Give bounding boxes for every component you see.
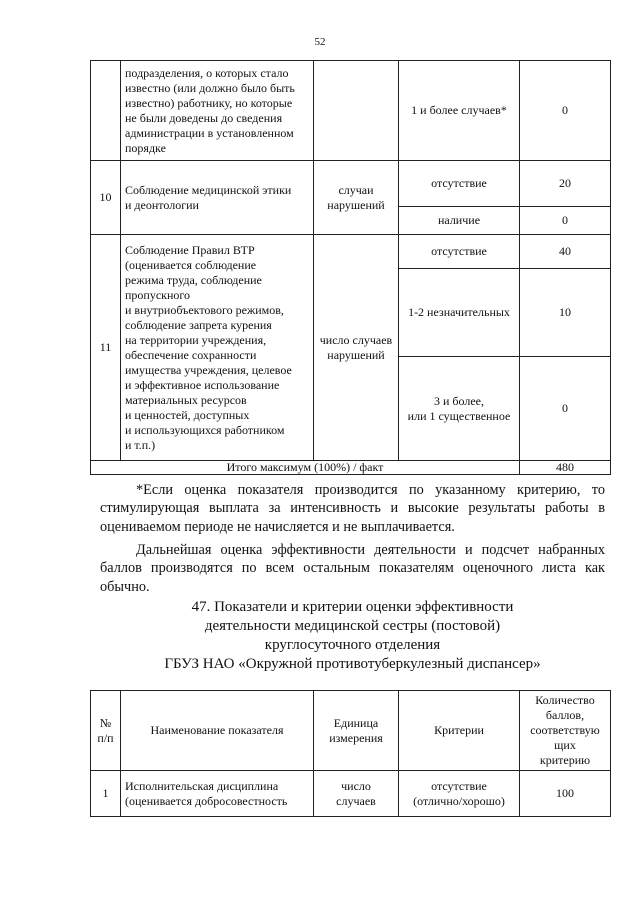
note-paragraph: Дальнейшая оценка эффективности деятельности и подсчет набранных баллов производятся по всем остальным показателям оценочного листа как обычно. [100, 542, 605, 595]
criterion-cell: наличие [399, 207, 520, 235]
row-number-cell: 11 [91, 235, 121, 461]
criterion-cell: 1-2 незначительных [399, 269, 520, 357]
section-heading: 47. Показатели и критерии оценки эффективности деятельности медицинской сестры (постовой) круглосуточного отделения ГБУЗ НАО «Окружной противотуберкулезный диспансер» [164, 599, 541, 672]
criteria-table-47 [90, 690, 611, 817]
indicator-name-cell: Исполнительская дисциплина (оценивается добросовестность [121, 771, 314, 817]
unit-cell: число случаев нарушений [314, 235, 399, 461]
criterion-cell: отсутствие [399, 161, 520, 207]
criteria-table-continued [90, 60, 611, 475]
indicator-name-cell: Соблюдение медицинской этики и деонтологии [121, 161, 314, 235]
unit-cell: число случаев [314, 771, 399, 817]
table-row [91, 161, 611, 207]
header-num: № п/п [91, 691, 121, 771]
row-number-cell: 10 [91, 161, 121, 235]
total-label: Итого максимум (100%) / факт [91, 461, 520, 475]
header-criteria: Критерии [399, 691, 520, 771]
score-cell: 10 [520, 269, 611, 357]
score-cell: 100 [520, 771, 611, 817]
footnote-paragraph: *Если оценка показателя производится по указанному критерию, то стимулирующая выплата за интенсивность и высокие результаты работы в оцениваемом периоде не начисляется и не выплачивается. [100, 482, 605, 535]
total-row [91, 461, 611, 475]
header-row [91, 691, 611, 771]
table-row [91, 771, 611, 817]
criterion-cell: 3 и более, или 1 существенное [399, 357, 520, 461]
total-value: 480 [520, 461, 611, 475]
table-row [91, 235, 611, 269]
score-cell: 40 [520, 235, 611, 269]
score-cell: 0 [520, 357, 611, 461]
score-cell: 0 [520, 207, 611, 235]
page-number: 52 [314, 36, 326, 48]
header-name: Наименование показателя [121, 691, 314, 771]
criterion-cell: отсутствие [399, 235, 520, 269]
header-score: Количество баллов, соответствую щих критерию [520, 691, 611, 771]
unit-cell [314, 61, 399, 161]
row-number-cell [91, 61, 121, 161]
row-number-cell: 1 [91, 771, 121, 817]
unit-cell: случаи нарушений [314, 161, 399, 235]
score-cell: 20 [520, 161, 611, 207]
header-unit: Единица измерения [314, 691, 399, 771]
criterion-cell: 1 и более случаев* [399, 61, 520, 161]
indicator-name-cell: подразделения, о которых стало известно (или должно было быть известно) работнику, но которые не были доведены до сведения администрации в установленном порядке [121, 61, 314, 161]
table-row [91, 61, 611, 161]
score-cell: 0 [520, 61, 611, 161]
criterion-cell: отсутствие (отлично/хорошо) [399, 771, 520, 817]
indicator-name-cell: Соблюдение Правил ВТР (оценивается соблюдение режима труда, соблюдение пропускного и внутриобъектового режимов, соблюдение запрета курения на территории учреждения, обеспечение сохранности имущества учреждения, целевое и эффективное использование материальных ресурсов и ценностей, доступных и использующихся работником и т.п.) [121, 235, 314, 461]
